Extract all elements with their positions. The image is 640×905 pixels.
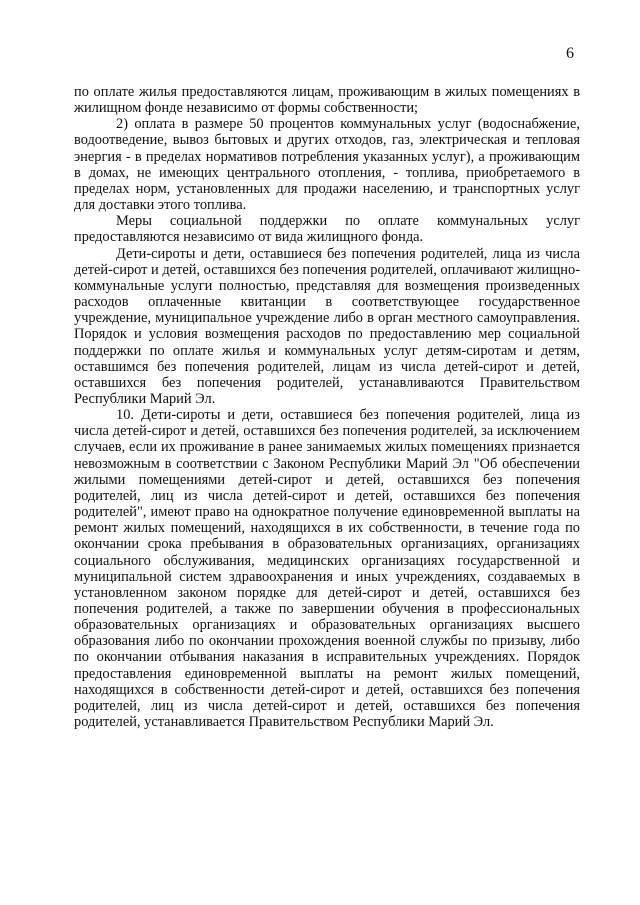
paragraph-item-10-repair-payment: 10. Дети-сироты и дети, оставшиеся без попечения родителей, лица из числа детей-сирот и детей, оставшихся без попечения родителей, за исключением случаев, если их проживание в ранее занимаемых жилых помещениях признается невозможным в соответствии с Законом Республики Марий Эл "Об обеспечении жилыми помещениями детей-сирот и детей, оставшихся без попечения родителей, лиц из числа детей-сирот и детей, оставшихся без попечения родителей", имеют право на однократное получение единовременной выплаты на ремонт жилых помещений, находящихся в их собственности, в течение года по окончании срока пребывания в образовательных организациях, организациях социального обслуживания, медицинских организациях государственной и муниципальной систем здравоохранения и иных учреждениях, создаваемых в установленном законом порядке для детей-сирот и детей, оставшихся без попечения родителей, а также по завершении обучения в профессиональных образовательных организациях и образовательных организациях высшего образования либо по окончании прохождения военной службы по призыву, либо по окончании отбывания наказания в исправительных учреждениях. Порядок предоставления единовременной выплаты на ремонт жилых помещений, находящихся в собственности детей-сирот и детей, оставшихся без попечения родителей, лиц из числа детей-сирот и детей, оставшихся без попечения родителей, устанавливается Правительством Республики Марий Эл. xyxy=(74,407,580,731)
paragraph-utilities-payment-item-2: 2) оплата в размере 50 процентов коммунальных услуг (водоснабжение, водоотведение, вывоз бытовых и других отходов, газ, электрическая и тепловая энергия - в пределах нормативов потребления указанных услуг), а проживающим в домах, не имеющих центрального отопления, - топлива, приобретаемого в пределах норм, установленных для продажи населению, и транспортных услуг для доставки этого топлива. xyxy=(74,116,580,214)
page-number: 6 xyxy=(566,45,574,62)
paragraph-support-measures: Меры социальной поддержки по оплате коммунальных услуг предоставляются независимо от вида жилищного фонда. xyxy=(74,213,580,246)
paragraph-housing-payment-continuation: по оплате жилья предоставляются лицам, проживающим в жилых помещениях в жилищном фонде независимо от формы собственности; xyxy=(74,84,580,117)
document-body xyxy=(74,84,580,730)
paragraph-orphans-full-payment: Дети-сироты и дети, оставшиеся без попечения родителей, лица из числа детей-сирот и детей, оставшихся без попечения родителей, оплачивают жилищно-коммунальные услуги полностью, представляя для возмещения произведенных расходов оплаченные квитанции в соответствующее государственное учреждение, муниципальное учреждение либо в орган местного самоуправления. Порядок и условия возмещения расходов по предоставлению мер социальной поддержки по оплате жилья и коммунальных услуг детям-сиротам и детям, оставшимся без попечения родителей, лицам из числа детей-сирот и детей, оставшихся без попечения родителей, устанавливаются Правительством Республики Марий Эл. xyxy=(74,245,580,407)
